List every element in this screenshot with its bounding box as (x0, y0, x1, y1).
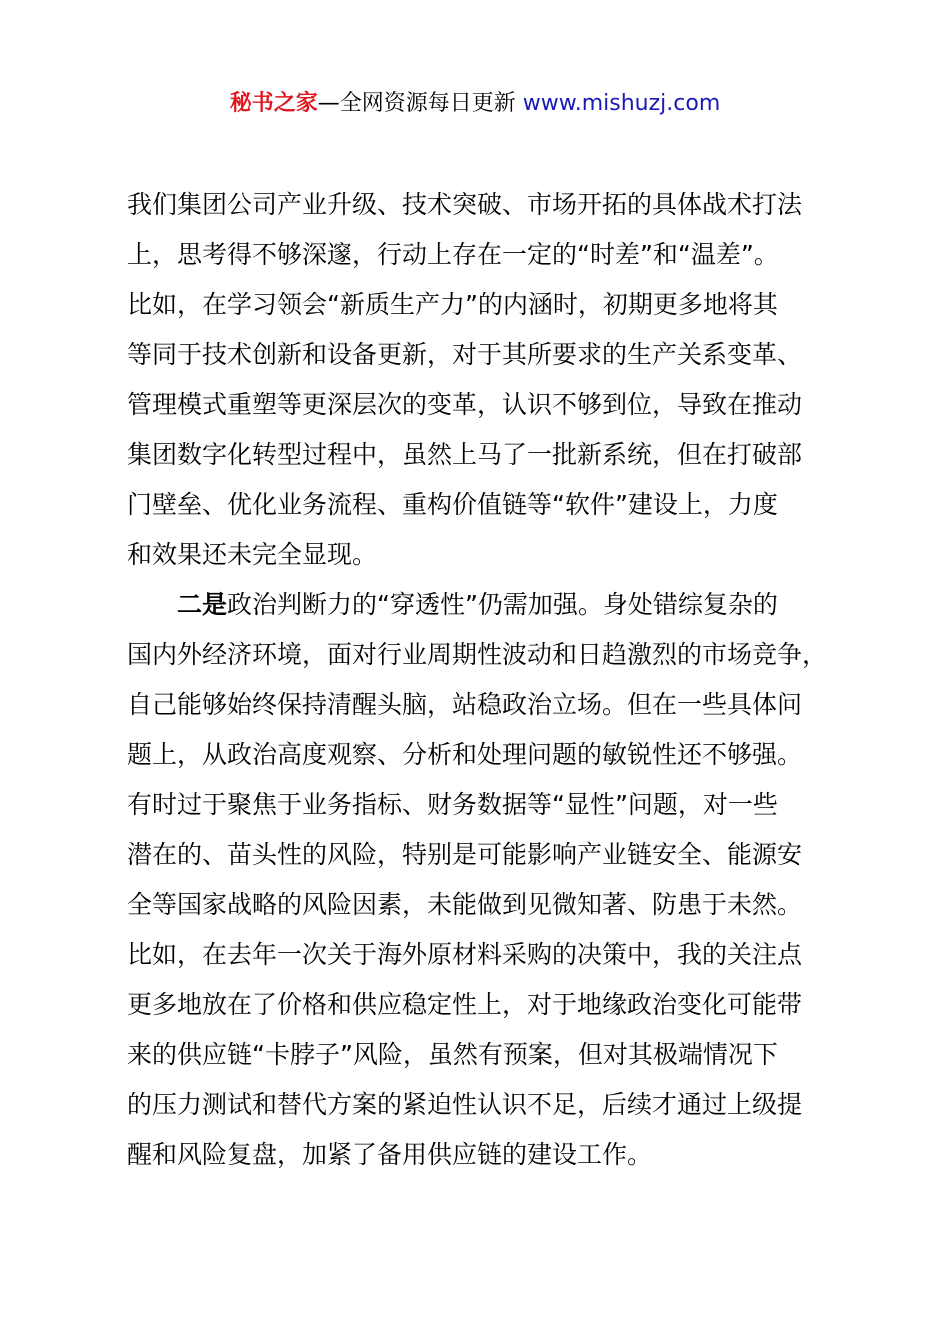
text-line: 醒和风险复盘，加紧了备用供应链的建设工作。 (127, 1140, 653, 1169)
text-line: 管理模式重塑等更深层次的变革，认识不够到位，导致在推动 (127, 390, 803, 419)
site-url-link[interactable]: www.mishuzj.com (522, 91, 721, 116)
text-line: 国内外经济环境，面对行业周期性波动和日趋激烈的市场竞争， (127, 640, 828, 669)
text-line: 等同于技术创新和设备更新，对于其所要求的生产关系变革、 (127, 340, 803, 369)
document-body (127, 180, 847, 1180)
text-line: 比如，在学习领会“新质生产力”的内涵时，初期更多地将其 (127, 290, 778, 319)
text-line: 有时过于聚焦于业务指标、财务数据等“显性”问题，对一些 (127, 790, 778, 819)
text-line: 和效果还未完全显现。 (127, 540, 378, 569)
text-line: 上，思考得不够深邃，行动上存在一定的“时差”和“温差”。 (127, 240, 779, 269)
paragraph-1 (127, 180, 847, 580)
text-line: 全等国家战略的风险因素，未能做到见微知著、防患于未然。 (127, 890, 803, 919)
text-line: 门壁垒、优化业务流程、重构价值链等“软件”建设上，力度 (127, 490, 778, 519)
brand-name: 秘书之家 (229, 91, 318, 116)
site-header (0, 88, 950, 120)
text-line: 更多地放在了价格和供应稳定性上，对于地缘政治变化可能带 (127, 990, 803, 1019)
text-line: 比如，在去年一次关于海外原材料采购的决策中，我的关注点 (127, 940, 803, 969)
text-line: 潜在的、苗头性的风险，特别是可能影响产业链安全、能源安 (127, 840, 803, 869)
text-line: 来的供应链“卡脖子”风险，虽然有预案，但对其极端情况下 (127, 1040, 778, 1069)
section-label: 二是 (177, 590, 228, 619)
header-tagline: —全网资源每日更新 (317, 91, 516, 116)
text-line: 我们集团公司产业升级、技术突破、市场开拓的具体战术打法 (127, 190, 803, 219)
text-line: 集团数字化转型过程中，虽然上马了一批新系统，但在打破部 (127, 440, 803, 469)
section-heading-line (127, 580, 847, 630)
paragraph-2 (127, 580, 847, 1180)
text-line: 自己能够始终保持清醒头脑，站稳政治立场。但在一些具体问 (127, 690, 803, 719)
text-line: 题上，从政治高度观察、分析和处理问题的敏锐性还不够强。 (127, 740, 803, 769)
section-heading-text: 政治判断力的“穿透性”仍需加强。身处错综复杂的 (227, 590, 778, 619)
text-line: 的压力测试和替代方案的紧迫性认识不足，后续才通过上级提 (127, 1090, 803, 1119)
